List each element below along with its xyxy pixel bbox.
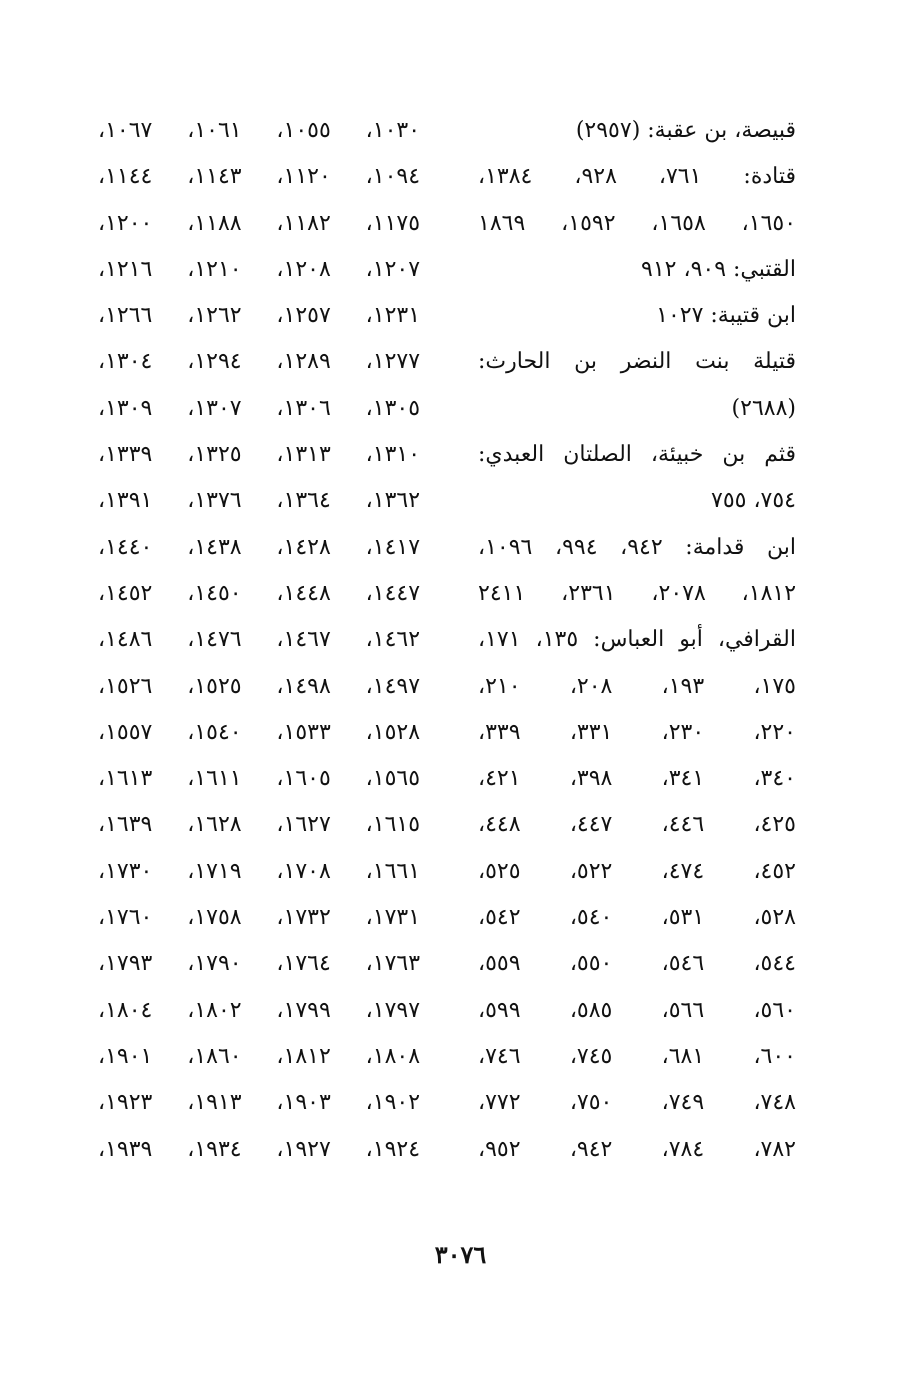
page-ref-line: ١٤١٧، ١٤٢٨، ١٤٣٨، ١٤٤٠، xyxy=(98,534,420,560)
page-ref-line: ١٢٣١، ١٢٥٧، ١٢٦٢، ١٢٦٦، xyxy=(98,303,420,329)
page-ref-line: ١٨٠٨، ١٨١٢، ١٨٦٠، ١٩٠١، xyxy=(98,1043,420,1069)
index-entry-al-qarafi-cont: ٥٦٠، ٥٦٦، ٥٨٥، ٥٩٩، xyxy=(478,997,796,1023)
page-ref-line: ١٥٦٥، ١٦٠٥، ١٦١١، ١٦١٣، xyxy=(98,766,420,792)
index-entry-qutayla: قتيلة بنت النضر بن الحارث: xyxy=(478,349,796,375)
page-ref-line: ١٧٣١، ١٧٣٢، ١٧٥٨، ١٧٦٠، xyxy=(98,905,420,931)
index-entry-al-qarafi-cont: ٣٤٠، ٣٤١، ٣٩٨، ٤٢١، xyxy=(478,766,796,792)
page-ref-line: ١٤٦٢، ١٤٦٧، ١٤٧٦، ١٤٨٦، xyxy=(98,627,420,653)
page-ref-line: ١٣١٠، ١٣١٣، ١٣٢٥، ١٣٣٩، xyxy=(98,442,420,468)
page-ref-line: ١٦٦١، ١٧٠٨، ١٧١٩، ١٧٣٠، xyxy=(98,858,420,884)
index-entry-ibn-qudama-cont: ١٨١٢، ٢٠٧٨، ٢٣٦١، ٢٤١١ xyxy=(478,580,796,606)
page-ref-line: ١٧٩٧، ١٧٩٩، ١٨٠٢، ١٨٠٤، xyxy=(98,997,420,1023)
page-ref-line: ١٤٩٧، ١٤٩٨، ١٥٢٥، ١٥٢٦، xyxy=(98,673,420,699)
page-ref-line: ١٣٦٢، ١٣٦٤، ١٣٧٦، ١٣٩١، xyxy=(98,488,420,514)
index-entry-qutham-cont: ٧٥٤، ٧٥٥ xyxy=(711,488,796,514)
index-entry-al-qarafi-cont: ٢٢٠، ٢٣٠، ٣٣١، ٣٣٩، xyxy=(478,719,796,745)
index-column-right xyxy=(478,108,796,1173)
index-entry-al-qarafi-cont: ٤٥٢، ٤٧٤، ٥٢٢، ٥٢٥، xyxy=(478,858,796,884)
index-entry-qutham: قثم بن خبيئة، الصلتان العبدي: xyxy=(478,442,796,468)
index-entry-qabisa: قبيصة، بن عقبة: (٢٩٥٧) xyxy=(575,118,796,143)
page-ref-line: ١٠٣٠، ١٠٥٥، ١٠٦١، ١٠٦٧، xyxy=(98,118,420,143)
page-ref-line: ١٠٩٤، ١١٢٠، ١١٤٣، ١١٤٤، xyxy=(98,164,420,190)
page-ref-line: ١٤٤٧، ١٤٤٨، ١٤٥٠، ١٤٥٢، xyxy=(98,580,420,606)
index-entry-al-qarafi-cont: ٦٠٠، ٦٨١، ٧٤٥، ٧٤٦، xyxy=(478,1043,796,1069)
index-entry-al-qarafi-cont: ١٧٥، ١٩٣، ٢٠٨، ٢١٠، xyxy=(478,673,796,699)
page-ref-line: ١٩٠٢، ١٩٠٣، ١٩١٣، ١٩٢٣، xyxy=(98,1090,420,1116)
index-entry-ibn-qutayba: ابن قتيبة: ١٠٢٧ xyxy=(656,303,796,329)
page-ref-line: ١٢٠٧، ١٢٠٨، ١٢١٠، ١٢١٦، xyxy=(98,256,420,282)
page-ref-line: ١١٧٥، ١١٨٢، ١١٨٨، ١٢٠٠، xyxy=(98,210,420,236)
index-entry-al-qarafi-cont: ٥٢٨، ٥٣١، ٥٤٠، ٥٤٢، xyxy=(478,905,796,931)
page-ref-line: ١٣٠٥، ١٣٠٦، ١٣٠٧، ١٣٠٩، xyxy=(98,395,420,421)
page-number: ٣٠٧٦ xyxy=(434,1240,487,1269)
index-entry-al-qarafi-cont: ٧٤٨، ٧٤٩، ٧٥٠، ٧٧٢، xyxy=(478,1090,796,1116)
index-column-left xyxy=(98,108,420,1173)
index-entry-ibn-qudama: ابن قدامة: ٩٤٢، ٩٩٤، ١٠٩٦، xyxy=(478,534,796,560)
page-ref-line: ١٧٦٣، ١٧٦٤، ١٧٩٠، ١٧٩٣، xyxy=(98,951,420,977)
index-entry-al-qarafi-cont: ٧٨٢، ٧٨٤، ٩٤٢، ٩٥٢، xyxy=(478,1136,796,1162)
page-ref-line: ١٩٢٤، ١٩٢٧، ١٩٣٤، ١٩٣٩، xyxy=(98,1136,420,1162)
index-entry-qatada-cont: ١٦٥٠، ١٦٥٨، ١٥٩٢، ١٨٦٩ xyxy=(478,210,796,236)
index-entry-al-qarafi-cont: ٤٢٥، ٤٤٦، ٤٤٧، ٤٤٨، xyxy=(478,812,796,838)
index-entry-qatada: قتادة: ٧٦١، ٩٢٨، ١٣٨٤، xyxy=(478,164,796,190)
index-entry-al-qarafi-cont: ٥٤٤، ٥٤٦، ٥٥٠، ٥٥٩، xyxy=(478,951,796,977)
index-entry-qutayla-cont: (٢٦٨٨) xyxy=(731,395,796,421)
index-entry-al-qarafi: القرافي، أبو العباس: ١٣٥، ١٧١، xyxy=(478,627,796,653)
page-ref-line: ١٥٢٨، ١٥٣٣، ١٥٤٠، ١٥٥٧، xyxy=(98,719,420,745)
page-ref-line: ١٦١٥، ١٦٢٧، ١٦٢٨، ١٦٣٩، xyxy=(98,812,420,838)
page-ref-line: ١٢٧٧، ١٢٨٩، ١٢٩٤، ١٣٠٤، xyxy=(98,349,420,375)
index-entry-al-qutabi: القتبي: ٩٠٩، ٩١٢ xyxy=(641,256,796,282)
